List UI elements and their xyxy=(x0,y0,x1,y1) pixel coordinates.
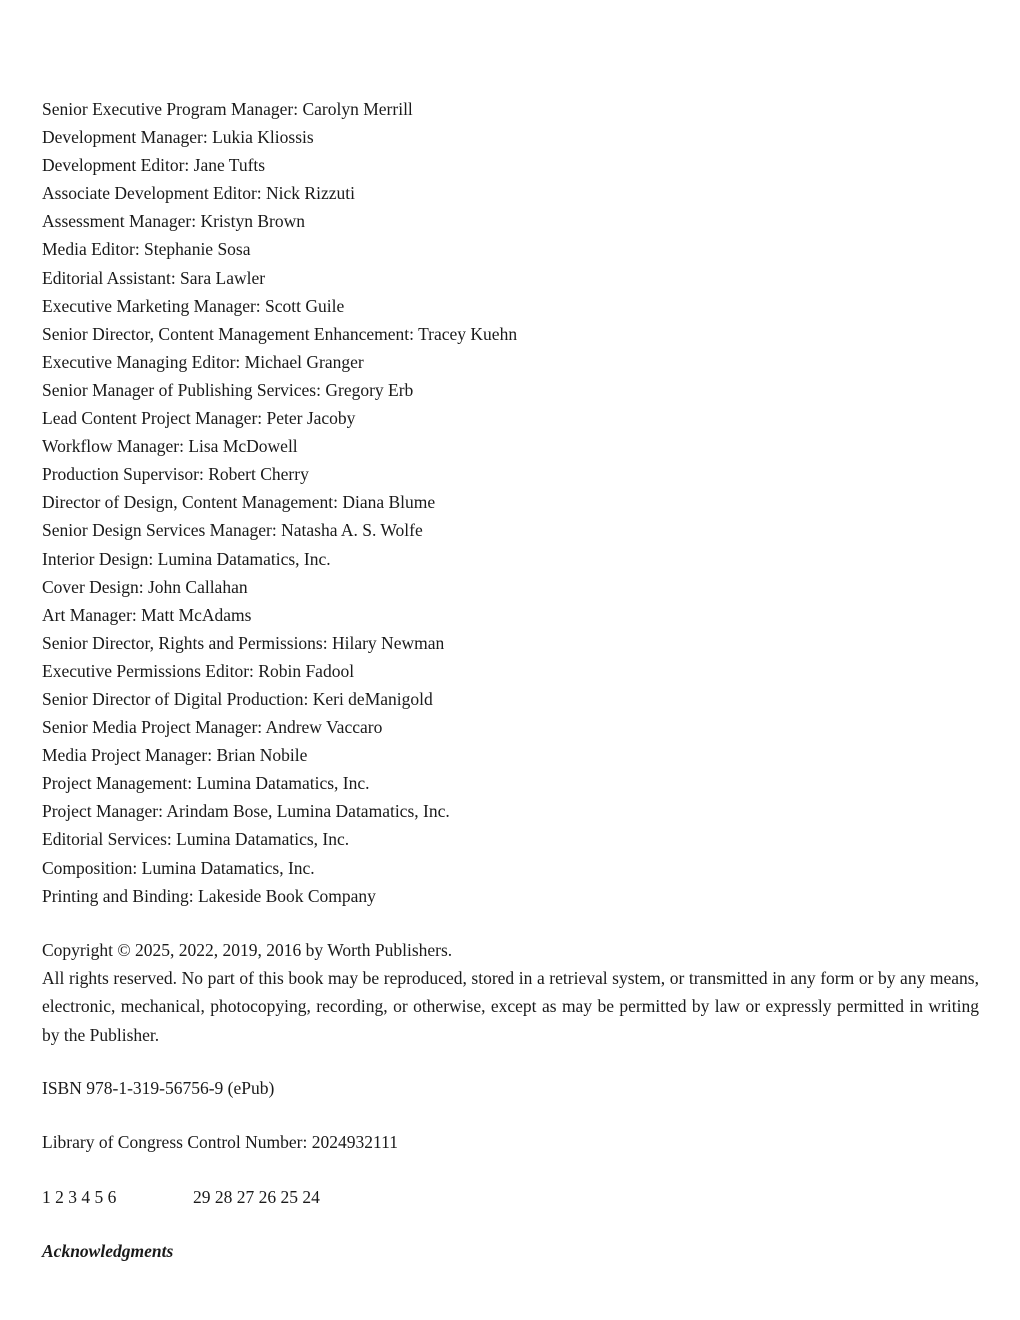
isbn: ISBN 978-1-319-56756-9 (ePub) xyxy=(42,1077,275,1098)
staff-credit-line: Executive Marketing Manager: Scott Guile xyxy=(42,295,345,316)
staff-credit-line: Project Management: Lumina Datamatics, Inc. xyxy=(42,773,370,794)
staff-credit-line: Development Editor: Jane Tufts xyxy=(42,155,266,176)
staff-credit-line: Associate Development Editor: Nick Rizzuti xyxy=(42,183,355,204)
staff-credit-line: Executive Managing Editor: Michael Granger xyxy=(42,351,364,372)
printing-line xyxy=(42,1183,979,1211)
staff-credit-line: Interior Design: Lumina Datamatics, Inc. xyxy=(42,548,331,569)
staff-credit-line: Editorial Services: Lumina Datamatics, Inc. xyxy=(42,829,350,850)
staff-credit-line: Media Project Manager: Brian Nobile xyxy=(42,745,308,766)
staff-credit-line: Printing and Binding: Lakeside Book Company xyxy=(42,885,376,906)
staff-credit-line: Composition: Lumina Datamatics, Inc. xyxy=(42,857,315,878)
staff-credit-line: Production Supervisor: Robert Cherry xyxy=(42,464,309,485)
staff-credit-line: Senior Manager of Publishing Services: Gregory Erb xyxy=(42,379,414,400)
staff-credit-line: Senior Director, Content Management Enhancement: Tracey Kuehn xyxy=(42,323,518,344)
staff-credit-line: Executive Permissions Editor: Robin Fadool xyxy=(42,660,355,681)
copyright-line: Copyright © 2025, 2022, 2019, 2016 by Worth Publishers. xyxy=(42,939,453,960)
printing-impressions: 1 2 3 4 5 6 xyxy=(42,1186,117,1207)
library-of-congress-number: Library of Congress Control Number: 2024932111 xyxy=(42,1131,398,1152)
staff-credit-line: Media Editor: Stephanie Sosa xyxy=(42,239,251,260)
staff-credit-line: Director of Design, Content Management: Diana Blume xyxy=(42,492,436,513)
staff-credit-line: Workflow Manager: Lisa McDowell xyxy=(42,436,298,457)
acknowledgments-heading: Acknowledgments xyxy=(42,1240,174,1261)
staff-credit-line: Art Manager: Matt McAdams xyxy=(42,604,252,625)
staff-credits-list xyxy=(42,95,979,910)
rights-reserved-text: All rights reserved. No part of this book may be reproduced, stored in a retrieval system, or transmitted in any form or by any means, electronic, mechanical, photocopying, recording, or otherwise, except as may be permitted by law or expressly permitted in writing by the Publisher. xyxy=(42,968,979,1045)
staff-credit-line: Senior Executive Program Manager: Carolyn Merrill xyxy=(42,99,413,119)
copyright-notice xyxy=(42,936,979,1049)
copyright-page xyxy=(42,95,979,1265)
staff-credit-line: Assessment Manager: Kristyn Brown xyxy=(42,211,305,232)
staff-credit-line: Development Manager: Lukia Kliossis xyxy=(42,127,314,148)
staff-credit-line: Cover Design: John Callahan xyxy=(42,576,248,597)
staff-credit-line: Senior Director, Rights and Permissions: Hilary Newman xyxy=(42,632,445,653)
staff-credit-line: Lead Content Project Manager: Peter Jacoby xyxy=(42,408,356,429)
printing-years: 29 28 27 26 25 24 xyxy=(193,1186,320,1207)
staff-credit-line: Editorial Assistant: Sara Lawler xyxy=(42,267,266,288)
staff-credit-line: Project Manager: Arindam Bose, Lumina Datamatics, Inc. xyxy=(42,801,450,822)
staff-credit-line: Senior Director of Digital Production: Keri deManigold xyxy=(42,688,433,709)
staff-credit-line: Senior Media Project Manager: Andrew Vaccaro xyxy=(42,717,383,738)
staff-credit-line: Senior Design Services Manager: Natasha A. S. Wolfe xyxy=(42,520,423,541)
